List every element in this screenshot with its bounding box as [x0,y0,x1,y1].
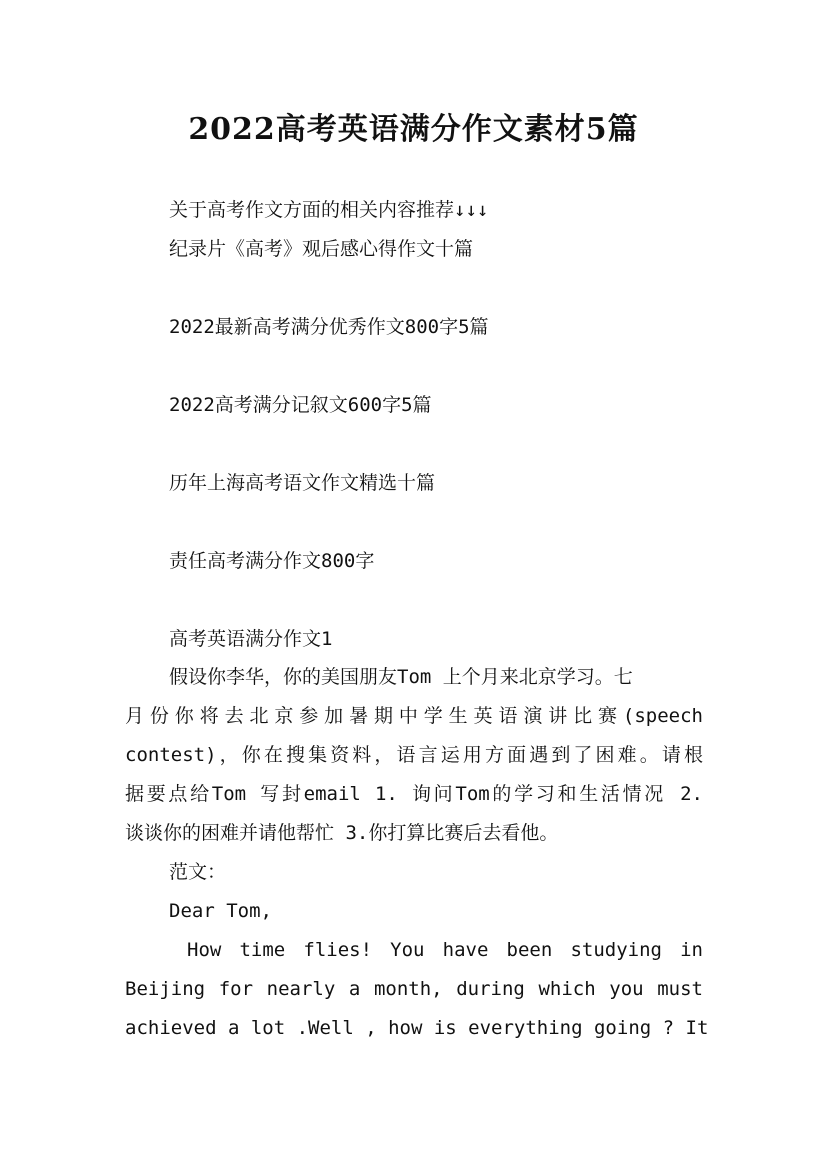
related-link[interactable]: 责任高考满分作文800字 [169,550,375,572]
related-link[interactable]: 历年上海高考语文作文精选十篇 [169,472,436,494]
related-link[interactable]: 2022高考满分记叙文600字5篇 [169,394,432,416]
prompt-line: 假设你李华，你的美国朋友Tom 上个月来北京学习。七 [169,666,633,688]
salutation: Dear Tom, [169,900,272,922]
body-line: Beijing for nearly a month, during which you must [125,978,703,1000]
related-link[interactable]: 2022最新高考满分优秀作文800字5篇 [169,316,489,338]
prompt-line: 月份你将去北京参加暑期中学生英语演讲比赛(speech [125,705,703,727]
recommend-intro: 关于高考作文方面的相关内容推荐↓↓↓ [169,199,489,221]
related-link[interactable]: 纪录片《高考》观后感心得作文十篇 [169,238,474,260]
prompt-line: contest)，你在搜集资料，语言运用方面遇到了困难。请根 [125,744,703,766]
body-line: How time flies! You have been studying in [187,939,703,961]
document-title: 2022高考英语满分作文素材5篇 [188,112,639,147]
body-line: achieved a lot .Well , how is everything going ? It [125,1017,709,1039]
prompt-line: 据要点给Tom 写封email 1. 询问Tom的学习和生活情况 2. [125,783,703,805]
sample-label: 范文： [169,861,227,883]
prompt-line: 谈谈你的困难并请他帮忙 3.你打算比赛后去看他。 [125,822,559,844]
section-heading: 高考英语满分作文1 [169,628,333,650]
